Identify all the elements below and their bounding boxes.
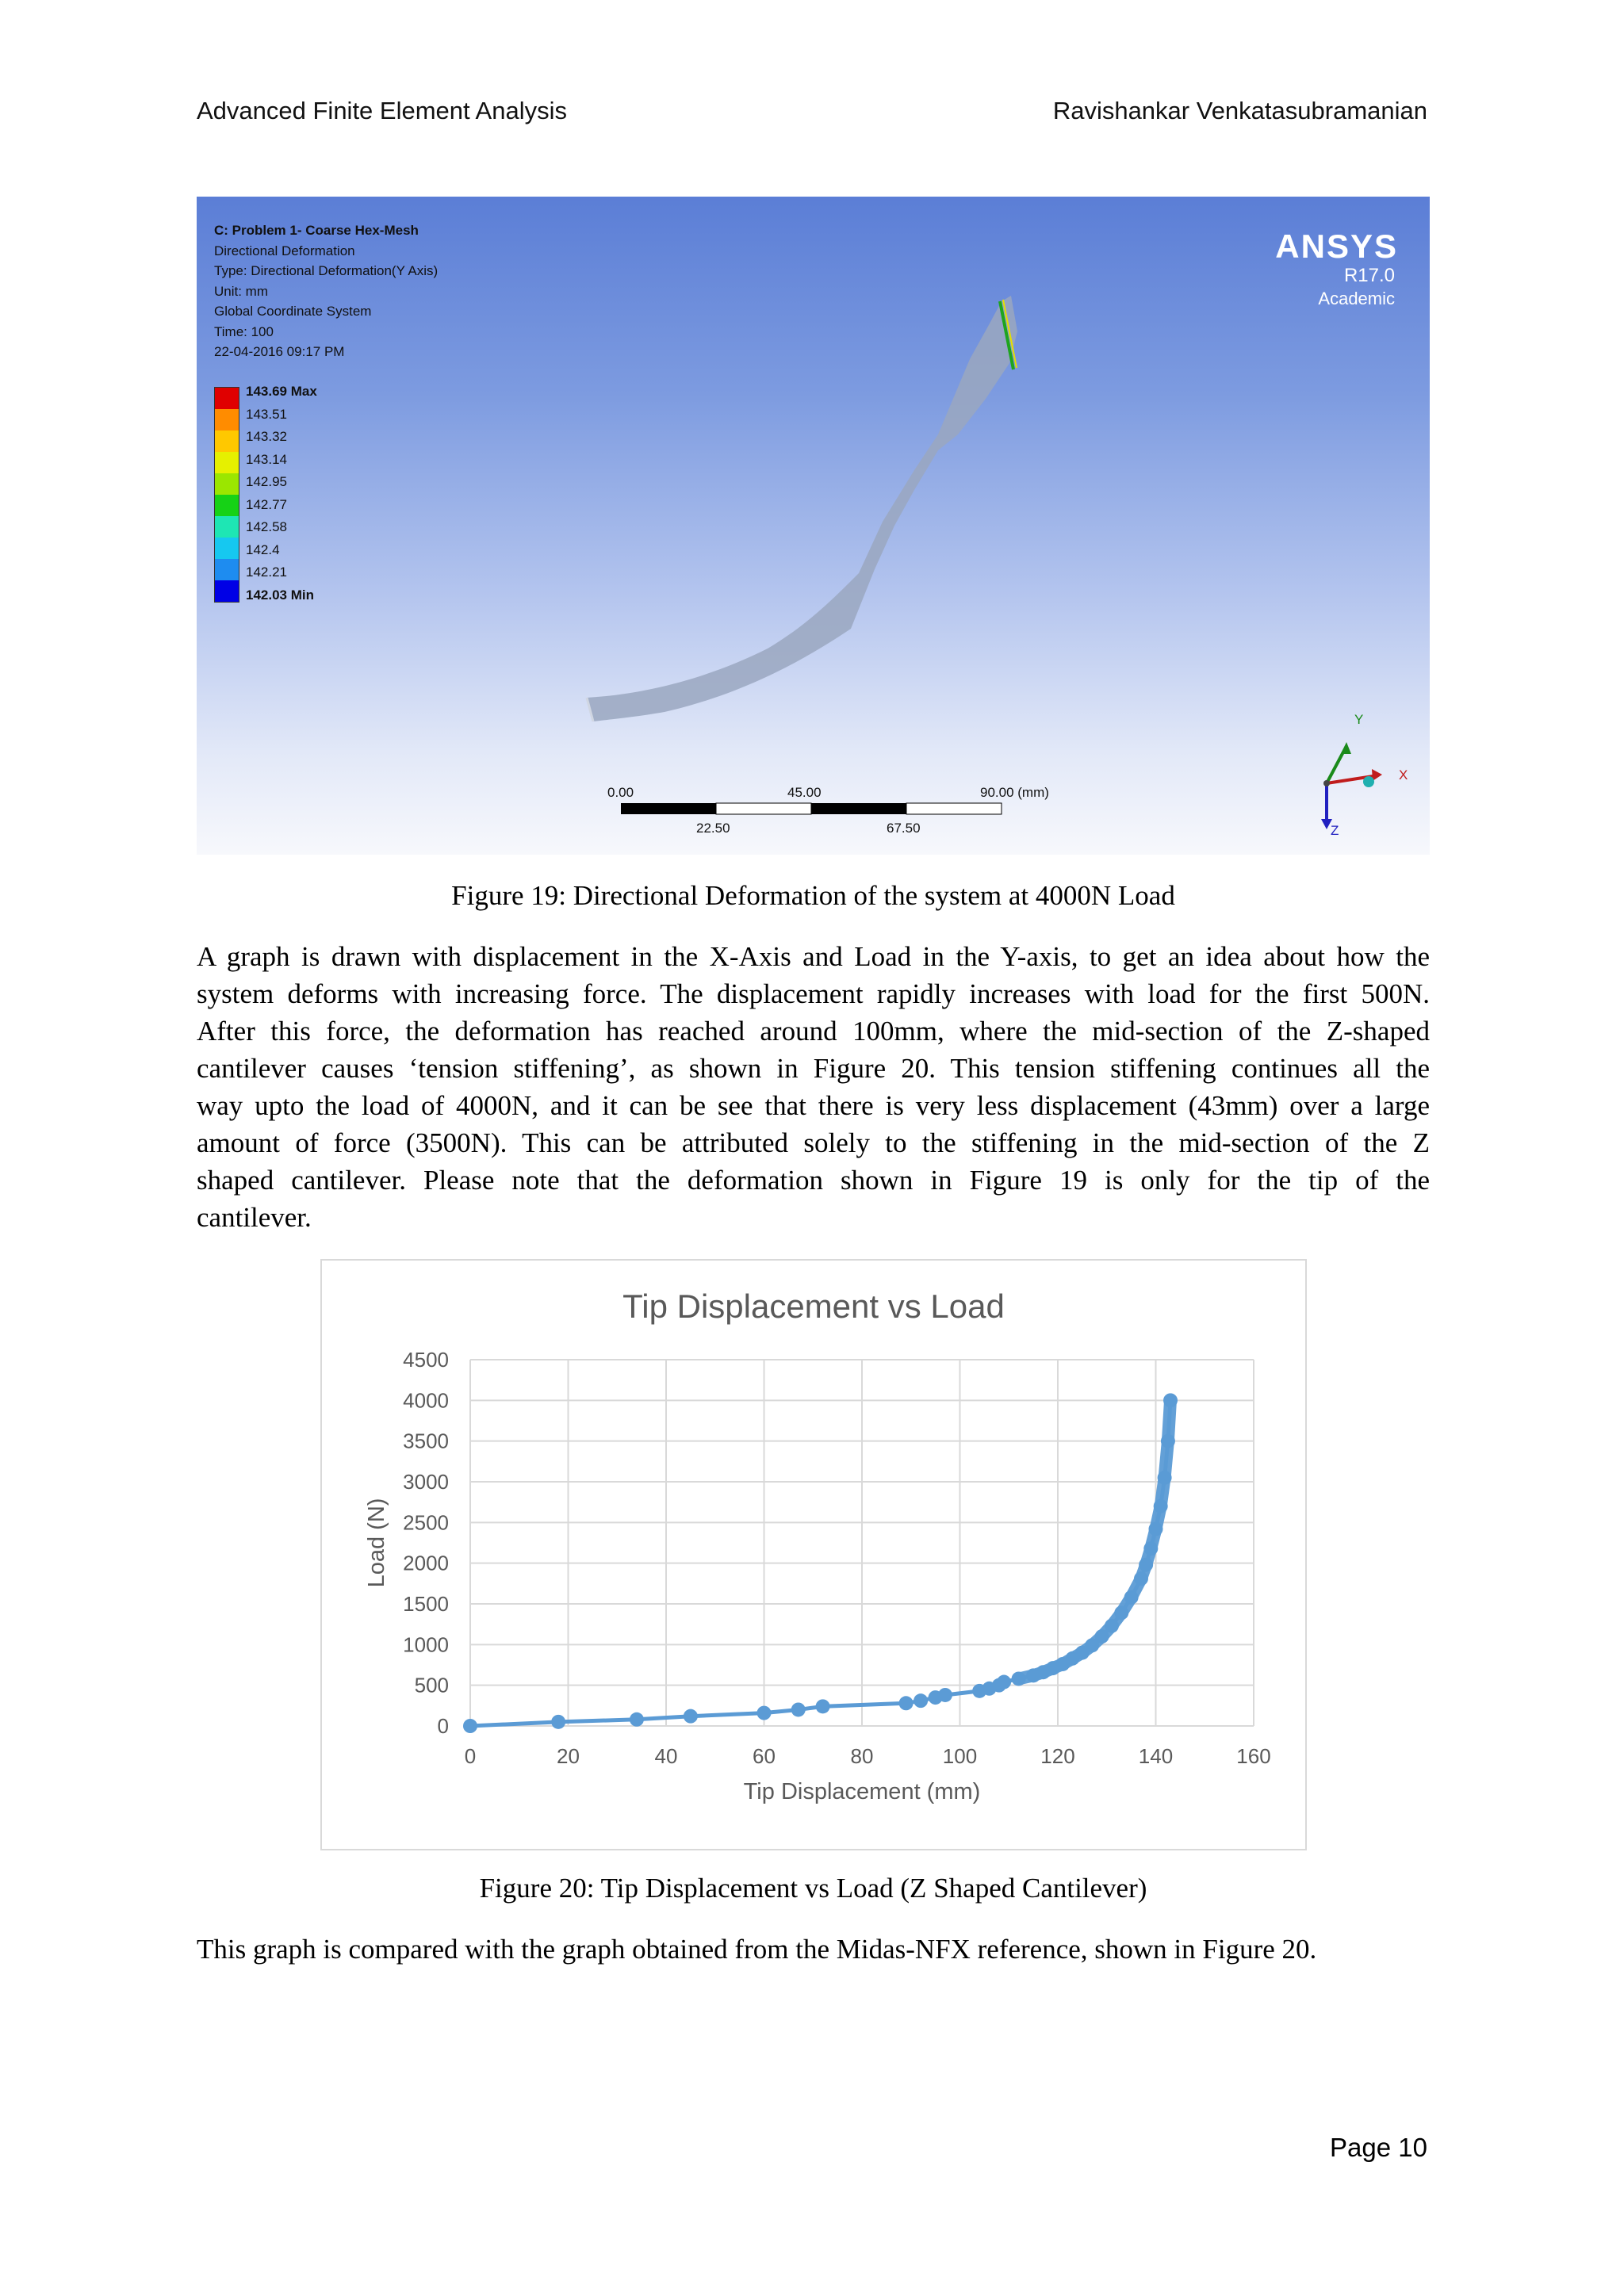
legend-swatch xyxy=(215,516,239,538)
y-tick-label: 4000 xyxy=(403,1388,449,1413)
data-point xyxy=(463,1719,477,1733)
info-line: Directional Deformation xyxy=(214,243,355,258)
paragraph-line: system deforms with increasing force. The displacement rapidly increases with load for the first 500N. xyxy=(197,978,1430,1009)
axis-z-label: Z xyxy=(1331,823,1339,838)
legend-label: 142.77 xyxy=(246,496,287,512)
data-point xyxy=(938,1688,952,1702)
figure-20-caption: Figure 20: Tip Displacement vs Load (Z Shaped Cantilever) xyxy=(479,1873,1147,1904)
result-info xyxy=(214,220,438,362)
scale-label: 0.00 xyxy=(607,785,634,800)
info-line: 22-04-2016 09:17 PM xyxy=(214,344,345,359)
y-tick-label: 4500 xyxy=(403,1348,449,1372)
header-right: Ravishankar Venkatasubramanian xyxy=(1052,97,1427,124)
chart-svg xyxy=(322,1261,1305,1849)
info-line: Time: 100 xyxy=(214,323,274,339)
paragraph-1 xyxy=(197,938,1430,1236)
scale-label: 90.00 (mm) xyxy=(980,785,1049,800)
info-line: Unit: mm xyxy=(214,283,268,299)
paragraph-line: This graph is compared with the graph obtained from the Midas-NFX reference, shown in Figure 20. xyxy=(197,1934,1317,1965)
legend-label: 142.95 xyxy=(246,474,287,489)
paragraph-2 xyxy=(197,1931,1430,1968)
legend-label: 142.21 xyxy=(246,564,287,580)
data-point xyxy=(757,1706,772,1720)
y-tick-label: 1500 xyxy=(403,1592,449,1616)
legend-swatch xyxy=(215,409,239,430)
paragraph-line: amount of force (3500N). This can be attributed solely to the stiffening in the mid-section of the Z xyxy=(197,1127,1430,1158)
legend-swatch xyxy=(215,473,239,495)
legend-label: 142.03 Min xyxy=(246,587,314,603)
brand-name: ANSYS xyxy=(1275,228,1398,265)
y-tick-label: 1000 xyxy=(403,1632,449,1657)
legend-label: 143.69 Max xyxy=(246,384,317,399)
y-tick-label: 500 xyxy=(414,1673,449,1697)
legend-swatch xyxy=(215,452,239,473)
paragraph-line: cantilever. xyxy=(197,1202,312,1233)
scale-label: 22.50 xyxy=(696,821,730,836)
info-line: Type: Directional Deformation(Y Axis) xyxy=(214,263,439,278)
brand-edition: Academic xyxy=(1318,289,1395,308)
legend-label: 142.4 xyxy=(246,541,280,557)
y-tick-label: 3500 xyxy=(403,1429,449,1453)
paragraph-line: way upto the load of 4000N, and it can be see that there is very less displacement (43mm) over a large xyxy=(197,1090,1430,1121)
x-tick-label: 120 xyxy=(1040,1744,1075,1768)
legend-swatch xyxy=(215,580,239,602)
chart-title: Tip Displacement vs Load xyxy=(622,1288,1005,1325)
data-point xyxy=(914,1693,928,1708)
legend-swatch xyxy=(215,495,239,516)
paragraph-line: shaped cantilever. Please note that the deformation shown in Figure 19 is only for the tip of the xyxy=(197,1165,1430,1196)
legend-swatch xyxy=(215,559,239,580)
data-point xyxy=(684,1709,698,1724)
y-tick-label: 2000 xyxy=(403,1551,449,1575)
legend-label: 143.14 xyxy=(246,451,287,467)
ansys-figure xyxy=(197,197,1430,855)
x-tick-label: 40 xyxy=(654,1744,678,1768)
legend-label: 143.51 xyxy=(246,406,287,422)
data-point xyxy=(551,1715,565,1729)
chart-tip-displacement-vs-load xyxy=(320,1259,1307,1850)
scale-label: 45.00 xyxy=(787,785,822,800)
x-tick-label: 160 xyxy=(1236,1744,1271,1768)
figure-19-caption: Figure 19: Directional Deformation of the system at 4000N Load xyxy=(451,880,1175,911)
x-tick-label: 80 xyxy=(850,1744,874,1768)
data-point xyxy=(791,1702,806,1716)
scale-label: 67.50 xyxy=(887,821,921,836)
y-tick-label: 0 xyxy=(437,1714,449,1738)
brand-version: R17.0 xyxy=(1343,265,1395,286)
data-point xyxy=(899,1696,914,1710)
data-point xyxy=(997,1675,1011,1689)
y-tick-label: 2500 xyxy=(403,1510,449,1535)
axis-y-label: Y xyxy=(1354,712,1364,727)
info-line: Global Coordinate System xyxy=(214,304,372,319)
legend-label: 142.58 xyxy=(246,519,287,534)
legend-color-bar xyxy=(214,387,239,603)
info-title: C: Problem 1- Coarse Hex-Mesh xyxy=(214,223,419,238)
paragraph-line: After this force, the deformation has reached around 100mm, where the mid-section of the Z-shaped xyxy=(197,1016,1430,1047)
header-left: Advanced Finite Element Analysis xyxy=(197,97,567,124)
axis-x-label: X xyxy=(1399,767,1408,783)
y-tick-label: 3000 xyxy=(403,1470,449,1494)
paragraph-line: cantilever causes ‘tension stiffening’, as shown in Figure 20. This tension stiffening continues all the xyxy=(197,1053,1430,1084)
y-axis-label: Load (N) xyxy=(364,1498,389,1588)
x-axis-label: Tip Displacement (mm) xyxy=(743,1779,981,1804)
legend-label: 143.32 xyxy=(246,429,287,444)
legend-swatch xyxy=(215,388,239,409)
legend-swatch xyxy=(215,538,239,559)
data-point xyxy=(630,1712,644,1727)
legend-swatch xyxy=(215,430,239,452)
x-tick-label: 140 xyxy=(1138,1744,1174,1768)
ansys-logo xyxy=(1275,228,1398,311)
x-tick-label: 20 xyxy=(557,1744,580,1768)
data-point xyxy=(816,1699,830,1713)
x-tick-label: 0 xyxy=(464,1744,477,1768)
x-tick-label: 60 xyxy=(753,1744,776,1768)
x-tick-label: 100 xyxy=(942,1744,978,1768)
paragraph-line: A graph is drawn with displacement in the X-Axis and Load in the Y-axis, to get an idea about how the xyxy=(197,941,1430,972)
page-number: Page 10 xyxy=(1330,2133,1427,2162)
